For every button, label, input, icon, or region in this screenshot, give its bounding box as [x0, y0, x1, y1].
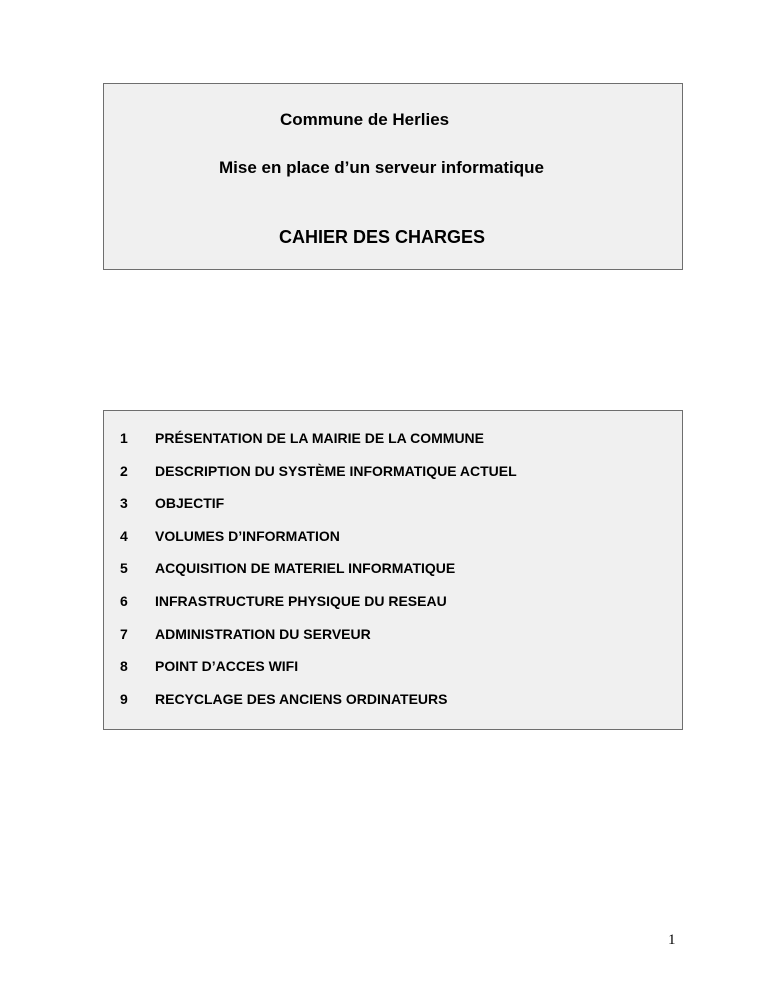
toc-item-title[interactable]: OBJECTIF [155, 495, 225, 512]
toc-item-number: 5 [120, 560, 128, 577]
toc-item[interactable] [104, 526, 682, 559]
table-of-contents [103, 410, 683, 730]
toc-item-number: 7 [120, 625, 128, 642]
toc-item[interactable] [104, 461, 682, 494]
commune-name: Commune de Herlies [280, 110, 450, 129]
title-box [103, 83, 683, 270]
toc-item[interactable] [104, 689, 682, 722]
project-title: Mise en place d’un serveur informatique [219, 158, 544, 177]
toc-item-title[interactable]: ADMINISTRATION DU SERVEUR [155, 625, 371, 642]
page-number: 1 [668, 932, 676, 948]
toc-item-title[interactable]: PRÉSENTATION DE LA MAIRIE DE LA COMMUNE [155, 430, 484, 446]
toc-item-number: 3 [120, 495, 128, 512]
toc-item-title[interactable]: RECYCLAGE DES ANCIENS ORDINATEURS [155, 690, 448, 707]
toc-item-number: 1 [120, 430, 128, 446]
toc-list [104, 428, 682, 721]
toc-item[interactable] [104, 591, 682, 624]
toc-item-title[interactable]: POINT D’ACCES WIFI [155, 658, 299, 675]
toc-item[interactable] [104, 428, 682, 461]
toc-item-title[interactable]: INFRASTRUCTURE PHYSIQUE DU RESEAU [155, 592, 447, 609]
document-type-heading: CAHIER DES CHARGES [279, 227, 486, 247]
toc-item[interactable] [104, 493, 682, 526]
toc-item-title[interactable]: DESCRIPTION DU SYSTÈME INFORMATIQUE ACTUEL [155, 462, 517, 479]
toc-item-number: 9 [120, 690, 128, 707]
toc-item-number: 4 [120, 527, 128, 544]
toc-item[interactable] [104, 624, 682, 657]
toc-item-title[interactable]: ACQUISITION DE MATERIEL INFORMATIQUE [155, 560, 456, 577]
toc-item[interactable] [104, 558, 682, 591]
toc-item-number: 6 [120, 592, 128, 609]
toc-item-number: 8 [120, 658, 128, 675]
toc-item-title[interactable]: VOLUMES D’INFORMATION [155, 527, 340, 544]
toc-item[interactable] [104, 656, 682, 689]
toc-item-number: 2 [120, 462, 128, 479]
